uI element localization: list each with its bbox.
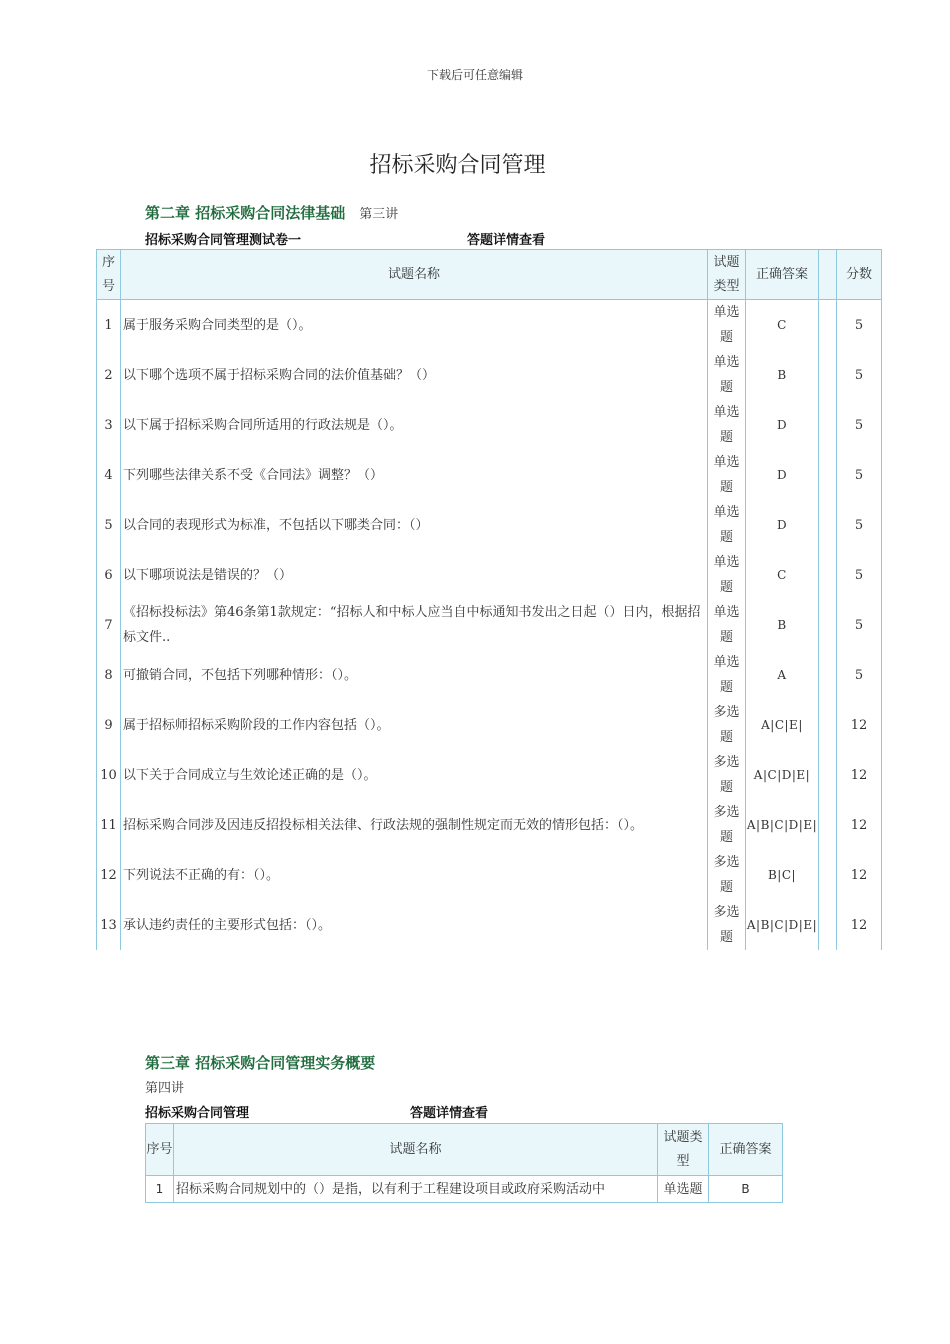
table-row[interactable] (97, 750, 882, 800)
question-number: 1 (146, 1176, 174, 1203)
question-score: 5 (837, 600, 882, 650)
correct-answer: B|C| (746, 850, 819, 900)
correct-answer: D (746, 400, 819, 450)
correct-answer: A|C|D|E| (746, 750, 819, 800)
correct-answer: C (746, 550, 819, 600)
question-type: 单选题 (708, 400, 746, 450)
table-row[interactable] (97, 350, 882, 400)
correct-answer: A (746, 650, 819, 700)
question-name: 承认违约责任的主要形式包括：（）。 (121, 900, 708, 950)
chapter-2-title: 第二章 招标采购合同法律基础 (145, 204, 346, 222)
question-name: 招标采购合同涉及因违反招投标相关法律、行政法规的强制性规定而无效的情形包括：（）。 (121, 800, 708, 850)
chapter-2-heading (145, 202, 398, 223)
table-row[interactable] (97, 550, 882, 600)
col-score-header: 分数 (837, 250, 882, 300)
table-row[interactable] (146, 1176, 783, 1203)
blank-cell (819, 550, 837, 600)
exam-1-bar (145, 229, 546, 248)
document-title: 招标采购合同管理 (369, 153, 546, 178)
question-score: 5 (837, 300, 882, 351)
exam-2-table (145, 1123, 783, 1203)
question-name: 以下哪个选项不属于招标采购合同的法价值基础？（） (121, 350, 708, 400)
question-type: 单选题 (708, 350, 746, 400)
table-header-row (146, 1124, 783, 1176)
question-name: 以合同的表现形式为标准，不包括以下哪类合同：（） (121, 500, 708, 550)
question-type: 单选题 (708, 550, 746, 600)
blank-cell (819, 500, 837, 550)
question-number: 1 (97, 300, 121, 351)
blank-cell (819, 800, 837, 850)
question-score: 12 (837, 700, 882, 750)
question-type: 多选题 (708, 800, 746, 850)
lecture-3-label: 第三讲 (359, 207, 399, 222)
question-number: 12 (97, 850, 121, 900)
table-row[interactable] (97, 500, 882, 550)
question-score: 5 (837, 500, 882, 550)
blank-cell (819, 700, 837, 750)
question-name: 属于服务采购合同类型的是（）。 (121, 300, 708, 351)
exam-2-bar (145, 1102, 489, 1121)
table-row[interactable] (97, 900, 882, 950)
question-score: 12 (837, 850, 882, 900)
question-number: 13 (97, 900, 121, 950)
exam-1-name: 招标采购合同管理测试卷一 (145, 233, 302, 248)
blank-cell (819, 750, 837, 800)
table-row[interactable] (97, 600, 882, 650)
question-type: 单选题 (708, 650, 746, 700)
col-no-header: 序号 (97, 250, 121, 300)
correct-answer: A|B|C|D|E| (746, 900, 819, 950)
col-name-header: 试题名称 (121, 250, 708, 300)
correct-answer: D (746, 500, 819, 550)
question-score: 5 (837, 350, 882, 400)
question-name: 可撤销合同，不包括下列哪种情形：（）。 (121, 650, 708, 700)
col-type-header: 试题类型 (708, 250, 746, 300)
question-type: 单选题 (658, 1176, 709, 1203)
chapter-3-heading: 第三章 招标采购合同管理实务概要 (145, 1054, 376, 1072)
col-no-header: 序号 (146, 1124, 174, 1176)
blank-cell (819, 450, 837, 500)
blank-cell (819, 400, 837, 450)
question-score: 12 (837, 900, 882, 950)
question-name: 《招标投标法》第46条第1款规定：“招标人和中标人应当自中标通知书发出之日起（）日内，根据招标文件.. (121, 600, 708, 650)
exam-1-table (96, 249, 882, 950)
exam-2-detail-link[interactable]: 答题详情查看 (410, 1106, 489, 1121)
correct-answer: A|C|E| (746, 700, 819, 750)
blank-cell (819, 600, 837, 650)
question-number: 10 (97, 750, 121, 800)
question-score: 5 (837, 400, 882, 450)
correct-answer: B (709, 1176, 783, 1203)
question-number: 7 (97, 600, 121, 650)
question-score: 5 (837, 550, 882, 600)
blank-cell (819, 900, 837, 950)
question-type: 单选题 (708, 300, 746, 351)
question-type: 单选题 (708, 600, 746, 650)
question-type: 多选题 (708, 700, 746, 750)
table-row[interactable] (97, 400, 882, 450)
question-score: 5 (837, 650, 882, 700)
col-type-header: 试题类型 (658, 1124, 709, 1176)
blank-cell (819, 850, 837, 900)
question-score: 5 (837, 450, 882, 500)
question-number: 9 (97, 700, 121, 750)
question-number: 8 (97, 650, 121, 700)
correct-answer: B (746, 600, 819, 650)
col-answer-header: 正确答案 (709, 1124, 783, 1176)
question-score: 12 (837, 800, 882, 850)
question-type: 多选题 (708, 900, 746, 950)
question-name: 属于招标师招标采购阶段的工作内容包括（）。 (121, 700, 708, 750)
table-row[interactable] (97, 700, 882, 750)
correct-answer: A|B|C|D|E| (746, 800, 819, 850)
header-note: 下载后可任意编辑 (426, 68, 523, 82)
question-type: 多选题 (708, 850, 746, 900)
question-type: 多选题 (708, 750, 746, 800)
correct-answer: D (746, 450, 819, 500)
question-name: 以下关于合同成立与生效论述正确的是（）。 (121, 750, 708, 800)
blank-cell (819, 300, 837, 351)
table-row[interactable] (97, 450, 882, 500)
question-score: 12 (837, 750, 882, 800)
table-row[interactable] (97, 300, 882, 351)
table-header-row (97, 250, 882, 300)
question-name: 以下属于招标采购合同所适用的行政法规是（）。 (121, 400, 708, 450)
table-row[interactable] (97, 800, 882, 850)
question-name: 下列说法不正确的有：（）。 (121, 850, 708, 900)
col-name-header: 试题名称 (174, 1124, 658, 1176)
table-row[interactable] (97, 850, 882, 900)
question-name: 下列哪些法律关系不受《合同法》调整？（） (121, 450, 708, 500)
question-number: 5 (97, 500, 121, 550)
col-blank-header (819, 250, 837, 300)
table-row[interactable] (97, 650, 882, 700)
lecture-4-label: 第四讲 (145, 1081, 185, 1096)
question-number: 4 (97, 450, 121, 500)
question-name: 以下哪项说法是错误的？（） (121, 550, 708, 600)
question-name: 招标采购合同规划中的（）是指，以有利于工程建设项目或政府采购活动中 (174, 1176, 658, 1203)
exam-2-name: 招标采购合同管理 (145, 1106, 250, 1121)
col-answer-header: 正确答案 (746, 250, 819, 300)
correct-answer: B (746, 350, 819, 400)
exam-1-detail-link[interactable]: 答题详情查看 (467, 233, 546, 248)
blank-cell (819, 350, 837, 400)
question-number: 11 (97, 800, 121, 850)
question-type: 单选题 (708, 500, 746, 550)
blank-cell (819, 650, 837, 700)
question-number: 2 (97, 350, 121, 400)
question-number: 6 (97, 550, 121, 600)
question-number: 3 (97, 400, 121, 450)
correct-answer: C (746, 300, 819, 351)
question-type: 单选题 (708, 450, 746, 500)
